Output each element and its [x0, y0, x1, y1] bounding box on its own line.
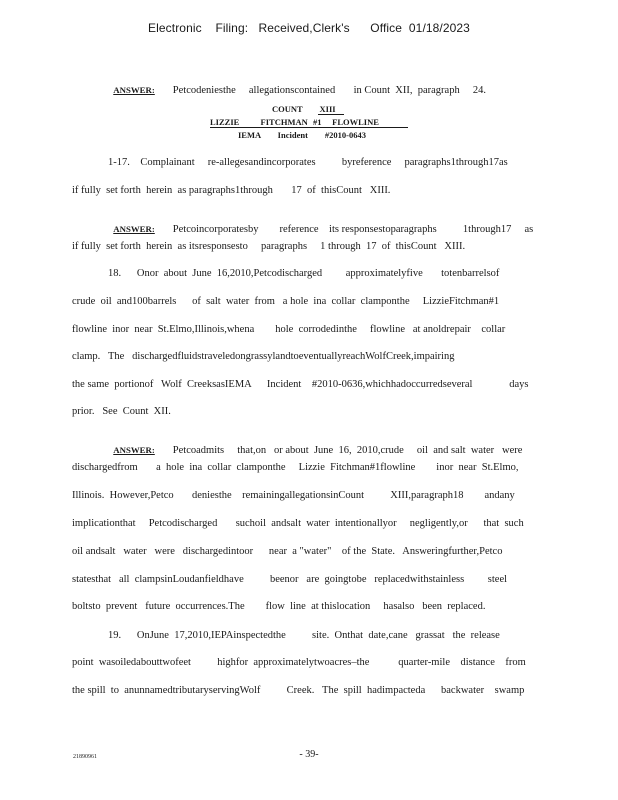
para-18-line: clamp. The dischargedfluidstraveledongrassylandtoeventuallyreachWolfCreek,impairing	[72, 351, 455, 362]
answer-paragraph-18	[108, 434, 532, 456]
para-18-line: the same portionof Wolf CreeksasIEMA Incident #2010-0636,whichhadoccurredseveral days	[72, 379, 529, 390]
answer-paragraph-24	[108, 74, 532, 96]
answer-18-line: oil andsalt water were dischargedintoor near a "water" of the State. Answeringfurther,Petco	[72, 546, 503, 557]
answer-18-line: statesthat all clampsinLoudanfieldhave beenor are goingtobe replacedwithstainless steel	[72, 574, 508, 585]
answer-label: ANSWER:	[113, 224, 155, 234]
para-19-line: 19. OnJune 17,2010,IEPAinspectedthe site. Onthat date,cane grassat the release	[108, 630, 500, 641]
answer-text: Petcodeniesthe allegationscontained in Count XII, paragraph 24.	[172, 85, 486, 96]
filing-stamp-header: Electronic Filing: Received,Clerk's Office 01/18/2023	[148, 21, 470, 35]
answer-label: ANSWER:	[113, 445, 155, 455]
answer-18-line: Illinois. However,Petco deniesthe remainingallegationsinCount XIII,paragraph18 andany	[72, 490, 515, 501]
count-flowline: #1 FLOWLINE	[313, 117, 379, 127]
para-1-17-line: 1-17. Complainant re-allegesandincorporates byreference paragraphs1through17as	[108, 157, 508, 168]
document-id: 21890961	[73, 754, 97, 760]
para-1-17-line: if fully set forth herein as paragraphs1through 17 of thisCount XIII.	[72, 185, 391, 196]
count-underline	[318, 114, 344, 115]
para-19-line: point wasoiledabouttwofeet highfor approximatelytwoacres–the quarter-mile distance from	[72, 657, 526, 668]
count-name: LIZZIE FITCHMAN	[210, 117, 308, 127]
para-19-line: the spill to anunnamedtributaryservingWolf Creek. The spill hadimpacteda backwater swamp	[72, 685, 525, 696]
para-18-line: flowline inor near St.Elmo,Illinois,whena hole corrodedinthe flowline at anoldrepair collar	[72, 324, 506, 335]
para-18-line: 18. Onor about June 16,2010,Petcodischarged approximatelyfive totenbarrelsof	[108, 268, 500, 279]
answer-18-line: boltsto prevent future occurrences.The flow line at thislocation hasalso been replaced.	[72, 601, 486, 612]
answer-text: Petcoincorporatesby reference its responsestoparagraphs 1through17 as	[172, 224, 534, 235]
para-18-line: crude oil and100barrels of salt water from a hole ina collar clamponthe LizzieFitchman#1	[72, 296, 500, 307]
answer-paragraph-1-17	[108, 213, 532, 235]
count-name-underline	[210, 127, 408, 128]
answer-18-line: implicationthat Petcodischarged suchoil andsalt water intentionallyor negligently,or that such	[72, 518, 524, 529]
count-heading: COUNT XIII	[272, 104, 336, 114]
para-18-line: prior. See Count XII.	[72, 406, 171, 417]
answer-1-17-line: if fully set forth herein as itsresponsesto paragraphs 1 through 17 of thisCount XIII.	[72, 241, 466, 252]
count-incident: IEMA Incident #2010-0643	[238, 130, 366, 140]
answer-text: Petcoadmits that,on or about June 16, 2010,crude oil and salt water were	[172, 445, 523, 456]
answer-18-line: dischargedfrom a hole ina collar clamponthe Lizzie Fitchman#1flowline inor near St.Elmo,	[72, 462, 519, 473]
page-number: - 39-	[299, 749, 319, 760]
answer-label: ANSWER:	[113, 85, 155, 95]
